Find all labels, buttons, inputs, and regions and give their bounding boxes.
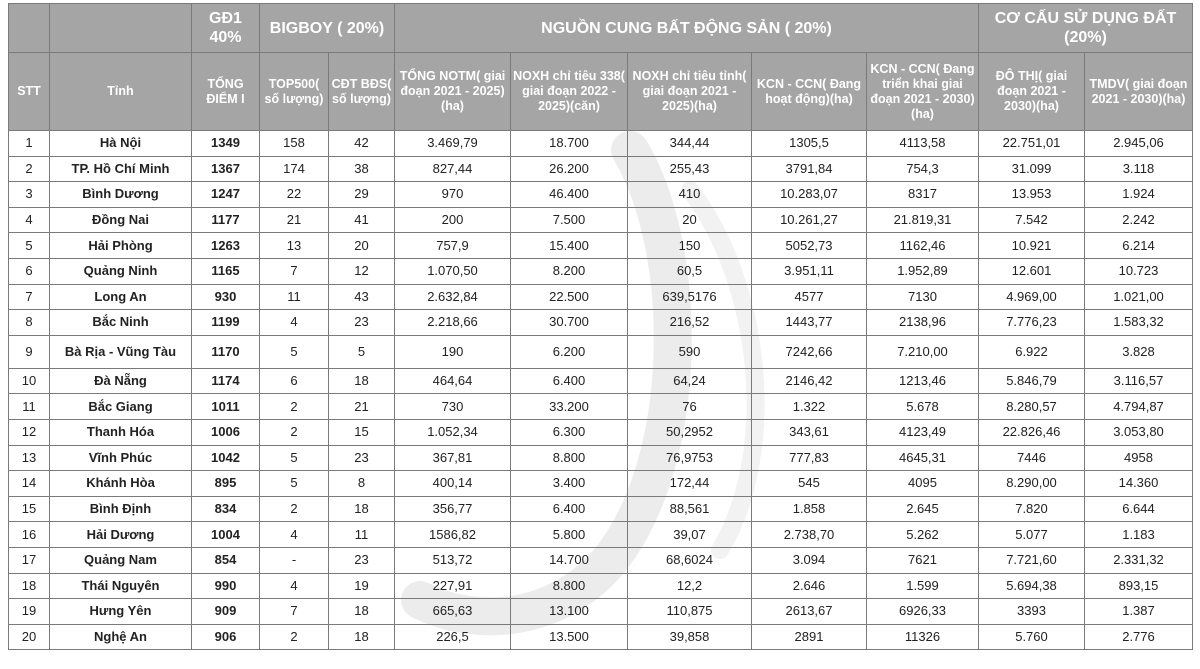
developers-cell: 38	[329, 156, 395, 182]
notm-cell: 1586,82	[395, 522, 511, 548]
commercial-cell: 2.331,32	[1085, 547, 1193, 573]
total-score-cell: 1004	[192, 522, 260, 548]
kcn-deploying-cell: 4123,49	[867, 419, 979, 445]
kcn-deploying-cell: 21.819,31	[867, 207, 979, 233]
notm-cell: 1.052,34	[395, 419, 511, 445]
kcn-active-cell: 1.858	[752, 496, 867, 522]
province-cell: Hải Dương	[50, 522, 192, 548]
commercial-cell: 1.183	[1085, 522, 1193, 548]
total-score-cell: 834	[192, 496, 260, 522]
kcn-active-cell: 1.322	[752, 394, 867, 420]
table-row	[9, 471, 1193, 497]
province-cell: Long An	[50, 284, 192, 310]
notm-cell: 190	[395, 335, 511, 368]
kcn-deploying-cell: 4095	[867, 471, 979, 497]
noxh-province-cell: 150	[628, 233, 752, 259]
total-score-cell: 895	[192, 471, 260, 497]
stt-cell: 17	[9, 547, 50, 573]
kcn-active-cell: 2613,67	[752, 599, 867, 625]
commercial-cell: 3.053,80	[1085, 419, 1193, 445]
total-score-cell: 1177	[192, 207, 260, 233]
total-score-cell: 1165	[192, 258, 260, 284]
commercial-cell: 893,15	[1085, 573, 1193, 599]
total-score-cell: 854	[192, 547, 260, 573]
developers-cell: 11	[329, 522, 395, 548]
noxh-province-cell: 39,07	[628, 522, 752, 548]
noxh-province-cell: 639,5176	[628, 284, 752, 310]
group-header-gdi: GĐ1 40%	[192, 4, 260, 53]
commercial-cell: 1.387	[1085, 599, 1193, 625]
developers-cell: 21	[329, 394, 395, 420]
col-header-developers: CĐT BĐS( số lượng)	[329, 53, 395, 131]
noxh-province-cell: 50,2952	[628, 419, 752, 445]
table-row	[9, 522, 1193, 548]
urban-cell: 8.280,57	[979, 394, 1085, 420]
commercial-cell: 2.242	[1085, 207, 1193, 233]
urban-cell: 5.846,79	[979, 368, 1085, 394]
kcn-active-cell: 2.738,70	[752, 522, 867, 548]
table-row	[9, 599, 1193, 625]
stt-cell: 5	[9, 233, 50, 259]
province-cell: TP. Hồ Chí Minh	[50, 156, 192, 182]
real-estate-ranking-table	[8, 3, 1193, 650]
urban-cell: 22.751,01	[979, 131, 1085, 157]
province-cell: Bắc Giang	[50, 394, 192, 420]
total-score-cell: 1011	[192, 394, 260, 420]
commercial-cell: 1.924	[1085, 182, 1193, 208]
corner-cell	[9, 4, 50, 53]
stt-cell: 19	[9, 599, 50, 625]
notm-cell: 200	[395, 207, 511, 233]
noxh-338-cell: 13.100	[511, 599, 628, 625]
kcn-active-cell: 343,61	[752, 419, 867, 445]
province-cell: Quảng Nam	[50, 547, 192, 573]
urban-cell: 7.542	[979, 207, 1085, 233]
table-row	[9, 182, 1193, 208]
top500-cell: 6	[260, 368, 329, 394]
total-score-cell: 1170	[192, 335, 260, 368]
table-row	[9, 624, 1193, 650]
noxh-province-cell: 64,24	[628, 368, 752, 394]
province-cell: Thanh Hóa	[50, 419, 192, 445]
notm-cell: 665,63	[395, 599, 511, 625]
commercial-cell: 10.723	[1085, 258, 1193, 284]
stt-cell: 4	[9, 207, 50, 233]
noxh-province-cell: 344,44	[628, 131, 752, 157]
kcn-deploying-cell: 2138,96	[867, 310, 979, 336]
noxh-province-cell: 216,52	[628, 310, 752, 336]
developers-cell: 18	[329, 368, 395, 394]
noxh-338-cell: 26.200	[511, 156, 628, 182]
noxh-338-cell: 8.800	[511, 573, 628, 599]
notm-cell: 730	[395, 394, 511, 420]
top500-cell: 2	[260, 496, 329, 522]
top500-cell: 13	[260, 233, 329, 259]
table-row	[9, 445, 1193, 471]
table-row	[9, 419, 1193, 445]
top500-cell: 7	[260, 258, 329, 284]
table-row	[9, 258, 1193, 284]
table-row	[9, 156, 1193, 182]
province-cell: Quảng Ninh	[50, 258, 192, 284]
developers-cell: 18	[329, 496, 395, 522]
stt-cell: 1	[9, 131, 50, 157]
kcn-active-cell: 5052,73	[752, 233, 867, 259]
noxh-338-cell: 18.700	[511, 131, 628, 157]
notm-cell: 227,91	[395, 573, 511, 599]
stt-cell: 10	[9, 368, 50, 394]
col-header-kcn-active: KCN - CCN( Đang hoạt động)(ha)	[752, 53, 867, 131]
province-cell: Hà Nội	[50, 131, 192, 157]
province-cell: Bình Định	[50, 496, 192, 522]
table-row	[9, 207, 1193, 233]
province-cell: Bà Rịa - Vũng Tàu	[50, 335, 192, 368]
stt-cell: 13	[9, 445, 50, 471]
kcn-deploying-cell: 7.210,00	[867, 335, 979, 368]
table-row	[9, 335, 1193, 368]
commercial-cell: 4958	[1085, 445, 1193, 471]
total-score-cell: 909	[192, 599, 260, 625]
top500-cell: 11	[260, 284, 329, 310]
developers-cell: 18	[329, 624, 395, 650]
group-header-supply: NGUỒN CUNG BẤT ĐỘNG SẢN ( 20%)	[395, 4, 979, 53]
stt-cell: 15	[9, 496, 50, 522]
noxh-province-cell: 110,875	[628, 599, 752, 625]
notm-cell: 367,81	[395, 445, 511, 471]
top500-cell: 5	[260, 445, 329, 471]
stt-cell: 14	[9, 471, 50, 497]
noxh-338-cell: 8.200	[511, 258, 628, 284]
col-header-top500: TOP500( số lượng)	[260, 53, 329, 131]
developers-cell: 15	[329, 419, 395, 445]
total-score-cell: 1247	[192, 182, 260, 208]
kcn-deploying-cell: 1213,46	[867, 368, 979, 394]
top500-cell: 4	[260, 522, 329, 548]
col-header-kcn-deploying: KCN - CCN( Đang triển khai giai đoạn 2021 - 2030)(ha)	[867, 53, 979, 131]
province-cell: Đà Nẵng	[50, 368, 192, 394]
kcn-deploying-cell: 4113,58	[867, 131, 979, 157]
noxh-338-cell: 14.700	[511, 547, 628, 573]
kcn-active-cell: 2.646	[752, 573, 867, 599]
noxh-338-cell: 5.800	[511, 522, 628, 548]
urban-cell: 8.290,00	[979, 471, 1085, 497]
province-cell: Vĩnh Phúc	[50, 445, 192, 471]
developers-cell: 23	[329, 445, 395, 471]
developers-cell: 5	[329, 335, 395, 368]
col-header-noxh-province: NOXH chỉ tiêu tỉnh( giai đoạn 2021 - 2025)(ha)	[628, 53, 752, 131]
top500-cell: 4	[260, 310, 329, 336]
urban-cell: 3393	[979, 599, 1085, 625]
table-row	[9, 368, 1193, 394]
kcn-active-cell: 4577	[752, 284, 867, 310]
top500-cell: 21	[260, 207, 329, 233]
total-score-cell: 1006	[192, 419, 260, 445]
stt-cell: 16	[9, 522, 50, 548]
table-row	[9, 131, 1193, 157]
commercial-cell: 3.118	[1085, 156, 1193, 182]
developers-cell: 12	[329, 258, 395, 284]
commercial-cell: 1.583,32	[1085, 310, 1193, 336]
total-score-cell: 990	[192, 573, 260, 599]
kcn-active-cell: 10.283,07	[752, 182, 867, 208]
noxh-338-cell: 15.400	[511, 233, 628, 259]
noxh-338-cell: 6.400	[511, 496, 628, 522]
total-score-cell: 1263	[192, 233, 260, 259]
kcn-deploying-cell: 7130	[867, 284, 979, 310]
kcn-active-cell: 3.094	[752, 547, 867, 573]
total-score-cell: 1349	[192, 131, 260, 157]
developers-cell: 29	[329, 182, 395, 208]
noxh-province-cell: 12,2	[628, 573, 752, 599]
total-score-cell: 906	[192, 624, 260, 650]
commercial-cell: 6.644	[1085, 496, 1193, 522]
noxh-338-cell: 22.500	[511, 284, 628, 310]
stt-cell: 18	[9, 573, 50, 599]
province-cell: Nghệ An	[50, 624, 192, 650]
table-row	[9, 394, 1193, 420]
developers-cell: 23	[329, 547, 395, 573]
noxh-338-cell: 46.400	[511, 182, 628, 208]
notm-cell: 226,5	[395, 624, 511, 650]
stt-cell: 3	[9, 182, 50, 208]
notm-cell: 3.469,79	[395, 131, 511, 157]
notm-cell: 513,72	[395, 547, 511, 573]
kcn-active-cell: 10.261,27	[752, 207, 867, 233]
urban-cell: 6.922	[979, 335, 1085, 368]
noxh-province-cell: 39,858	[628, 624, 752, 650]
stt-cell: 11	[9, 394, 50, 420]
commercial-cell: 4.794,87	[1085, 394, 1193, 420]
notm-cell: 1.070,50	[395, 258, 511, 284]
kcn-deploying-cell: 7621	[867, 547, 979, 573]
total-score-cell: 1042	[192, 445, 260, 471]
kcn-deploying-cell: 5.678	[867, 394, 979, 420]
urban-cell: 31.099	[979, 156, 1085, 182]
notm-cell: 970	[395, 182, 511, 208]
noxh-province-cell: 172,44	[628, 471, 752, 497]
province-cell: Hưng Yên	[50, 599, 192, 625]
col-header-notm: TỔNG NOTM( giai đoạn 2021 - 2025)(ha)	[395, 53, 511, 131]
developers-cell: 18	[329, 599, 395, 625]
developers-cell: 8	[329, 471, 395, 497]
urban-cell: 7.820	[979, 496, 1085, 522]
commercial-cell: 2.776	[1085, 624, 1193, 650]
urban-cell: 12.601	[979, 258, 1085, 284]
kcn-active-cell: 545	[752, 471, 867, 497]
noxh-province-cell: 255,43	[628, 156, 752, 182]
province-cell: Hải Phòng	[50, 233, 192, 259]
urban-cell: 7.721,60	[979, 547, 1085, 573]
noxh-338-cell: 13.500	[511, 624, 628, 650]
stt-cell: 9	[9, 335, 50, 368]
table-row	[9, 573, 1193, 599]
kcn-active-cell: 3.951,11	[752, 258, 867, 284]
stt-cell: 8	[9, 310, 50, 336]
kcn-deploying-cell: 1.599	[867, 573, 979, 599]
noxh-province-cell: 590	[628, 335, 752, 368]
province-cell: Bình Dương	[50, 182, 192, 208]
kcn-active-cell: 2891	[752, 624, 867, 650]
kcn-deploying-cell: 5.262	[867, 522, 979, 548]
commercial-cell: 3.116,57	[1085, 368, 1193, 394]
urban-cell: 4.969,00	[979, 284, 1085, 310]
kcn-active-cell: 3791,84	[752, 156, 867, 182]
province-cell: Thái Nguyên	[50, 573, 192, 599]
noxh-338-cell: 6.400	[511, 368, 628, 394]
commercial-cell: 2.945,06	[1085, 131, 1193, 157]
noxh-province-cell: 76,9753	[628, 445, 752, 471]
commercial-cell: 1.021,00	[1085, 284, 1193, 310]
table-row	[9, 284, 1193, 310]
kcn-active-cell: 777,83	[752, 445, 867, 471]
noxh-338-cell: 7.500	[511, 207, 628, 233]
table-row	[9, 310, 1193, 336]
stt-cell: 12	[9, 419, 50, 445]
top500-cell: 7	[260, 599, 329, 625]
urban-cell: 22.826,46	[979, 419, 1085, 445]
top500-cell: 5	[260, 335, 329, 368]
col-header-urban: ĐÔ THỊ( giai đoạn 2021 - 2030)(ha)	[979, 53, 1085, 131]
kcn-active-cell: 2146,42	[752, 368, 867, 394]
total-score-cell: 1174	[192, 368, 260, 394]
noxh-338-cell: 33.200	[511, 394, 628, 420]
stt-cell: 7	[9, 284, 50, 310]
noxh-province-cell: 20	[628, 207, 752, 233]
col-header-commercial: TMDV( giai đoạn 2021 - 2030)(ha)	[1085, 53, 1193, 131]
noxh-province-cell: 68,6024	[628, 547, 752, 573]
kcn-active-cell: 7242,66	[752, 335, 867, 368]
total-score-cell: 1199	[192, 310, 260, 336]
noxh-province-cell: 60,5	[628, 258, 752, 284]
kcn-deploying-cell: 6926,33	[867, 599, 979, 625]
commercial-cell: 3.828	[1085, 335, 1193, 368]
kcn-deploying-cell: 2.645	[867, 496, 979, 522]
top500-cell: 5	[260, 471, 329, 497]
group-header-bigboy: BIGBOY ( 20%)	[260, 4, 395, 53]
top500-cell: -	[260, 547, 329, 573]
stt-cell: 20	[9, 624, 50, 650]
urban-cell: 13.953	[979, 182, 1085, 208]
urban-cell: 7446	[979, 445, 1085, 471]
col-header-noxh-338: NOXH chỉ tiêu 338( giai đoạn 2022 - 2025)(căn)	[511, 53, 628, 131]
total-score-cell: 930	[192, 284, 260, 310]
kcn-deploying-cell: 4645,31	[867, 445, 979, 471]
province-cell: Khánh Hòa	[50, 471, 192, 497]
noxh-province-cell: 76	[628, 394, 752, 420]
urban-cell: 5.694,38	[979, 573, 1085, 599]
col-header-stt: STT	[9, 53, 50, 131]
table-body	[9, 131, 1193, 650]
developers-cell: 41	[329, 207, 395, 233]
stt-cell: 2	[9, 156, 50, 182]
urban-cell: 5.077	[979, 522, 1085, 548]
developers-cell: 23	[329, 310, 395, 336]
commercial-cell: 6.214	[1085, 233, 1193, 259]
notm-cell: 2.218,66	[395, 310, 511, 336]
notm-cell: 2.632,84	[395, 284, 511, 310]
top500-cell: 2	[260, 624, 329, 650]
top500-cell: 174	[260, 156, 329, 182]
kcn-deploying-cell: 1.952,89	[867, 258, 979, 284]
corner-cell	[50, 4, 192, 53]
kcn-deploying-cell: 1162,46	[867, 233, 979, 259]
kcn-deploying-cell: 754,3	[867, 156, 979, 182]
commercial-cell: 14.360	[1085, 471, 1193, 497]
top500-cell: 2	[260, 394, 329, 420]
col-header-total-score: TỔNG ĐIỂM I	[192, 53, 260, 131]
noxh-province-cell: 410	[628, 182, 752, 208]
kcn-active-cell: 1443,77	[752, 310, 867, 336]
noxh-338-cell: 6.300	[511, 419, 628, 445]
notm-cell: 400,14	[395, 471, 511, 497]
noxh-338-cell: 30.700	[511, 310, 628, 336]
notm-cell: 464,64	[395, 368, 511, 394]
col-header-province: Tỉnh	[50, 53, 192, 131]
top500-cell: 22	[260, 182, 329, 208]
urban-cell: 10.921	[979, 233, 1085, 259]
top500-cell: 4	[260, 573, 329, 599]
table-row	[9, 547, 1193, 573]
noxh-338-cell: 6.200	[511, 335, 628, 368]
table-row	[9, 496, 1193, 522]
notm-cell: 757,9	[395, 233, 511, 259]
kcn-deploying-cell: 11326	[867, 624, 979, 650]
group-header-land-use: CƠ CẤU SỬ DỤNG ĐẤT (20%)	[979, 4, 1193, 53]
developers-cell: 43	[329, 284, 395, 310]
noxh-338-cell: 8.800	[511, 445, 628, 471]
developers-cell: 20	[329, 233, 395, 259]
province-cell: Đồng Nai	[50, 207, 192, 233]
kcn-deploying-cell: 8317	[867, 182, 979, 208]
urban-cell: 5.760	[979, 624, 1085, 650]
notm-cell: 827,44	[395, 156, 511, 182]
urban-cell: 7.776,23	[979, 310, 1085, 336]
kcn-active-cell: 1305,5	[752, 131, 867, 157]
top500-cell: 2	[260, 419, 329, 445]
stt-cell: 6	[9, 258, 50, 284]
notm-cell: 356,77	[395, 496, 511, 522]
noxh-province-cell: 88,561	[628, 496, 752, 522]
developers-cell: 42	[329, 131, 395, 157]
noxh-338-cell: 3.400	[511, 471, 628, 497]
province-cell: Bắc Ninh	[50, 310, 192, 336]
total-score-cell: 1367	[192, 156, 260, 182]
developers-cell: 19	[329, 573, 395, 599]
top500-cell: 158	[260, 131, 329, 157]
table-row	[9, 233, 1193, 259]
